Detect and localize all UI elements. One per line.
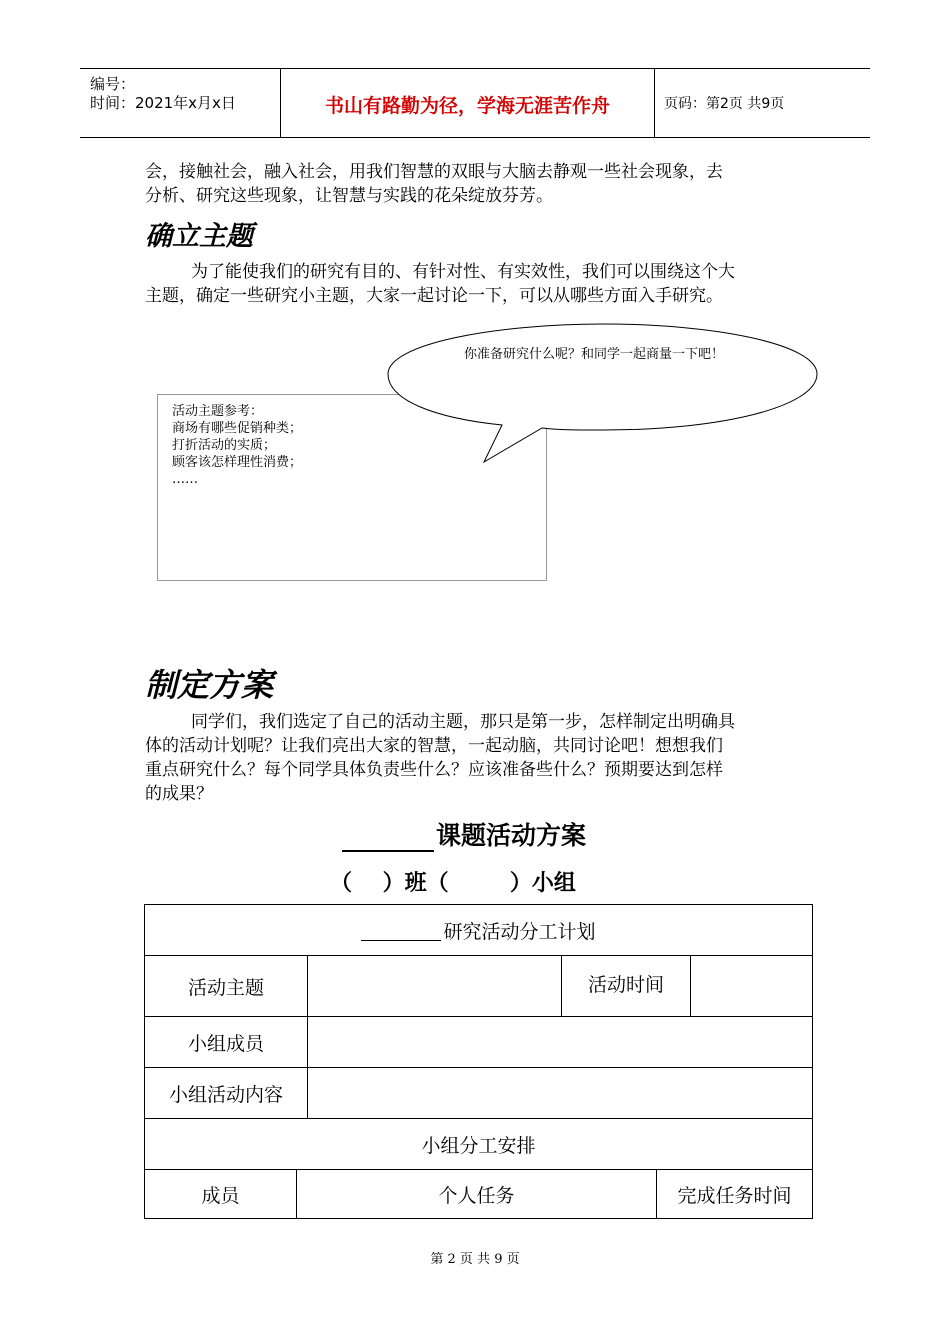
plan-title-text: 课题活动方案 xyxy=(436,821,587,850)
time-input-cell[interactable] xyxy=(690,955,813,1017)
header-meta xyxy=(80,69,280,137)
plan-line-2: 体的活动计划呢？让我们亮出大家的智慧，一起动脑，共同讨论吧！想想我们 xyxy=(145,736,723,756)
table-header-text: 研究活动分工计划 xyxy=(443,920,596,943)
topic-line-2: 主题，确定一些研究小主题，大家一起讨论一下，可以从哪些方面入手研究。 xyxy=(145,286,723,306)
class-group-line: （ ）班（ ）小组 xyxy=(330,871,576,896)
page-footer: 第 2 页 共 9 页 xyxy=(430,1252,520,1267)
plan-line-1: 同学们，我们选定了自己的活动主题，那只是第一步，怎样制定出明确具 xyxy=(191,712,735,732)
col-task-cell xyxy=(296,1169,657,1219)
table-header-cell xyxy=(144,904,813,956)
time-label: 活动时间 xyxy=(587,974,664,996)
header-blank xyxy=(361,920,441,941)
intro-line-2: 分析、研究这些现象，让智慧与实践的花朵绽放芬芳。 xyxy=(145,186,553,206)
title-blank xyxy=(342,822,434,852)
topic-line-1: 为了能使我们的研究有目的、有针对性、有实效性，我们可以围绕这个大 xyxy=(191,262,735,282)
topic-label: 活动主题 xyxy=(187,976,264,999)
topic-paragraph xyxy=(145,260,810,308)
section-heading-topic: 确立主题 xyxy=(145,221,253,252)
header-motto-cell xyxy=(280,69,655,137)
time-label-cell xyxy=(561,955,691,1017)
plan-line-4: 的成果？ xyxy=(145,784,213,804)
col-member-cell xyxy=(144,1169,297,1219)
col-member: 成员 xyxy=(201,1184,240,1207)
plan-paragraph xyxy=(145,710,810,806)
col-deadline: 完成任务时间 xyxy=(677,1184,792,1207)
number-label: 编号： xyxy=(90,75,136,93)
ref-item: 商场有哪些促销种类； xyxy=(172,421,303,436)
ref-item: 打折活动的实质； xyxy=(172,438,277,453)
content-label: 小组活动内容 xyxy=(168,1083,283,1106)
content-input-cell[interactable] xyxy=(307,1067,813,1119)
division-label: 小组分工安排 xyxy=(421,1134,536,1157)
ref-item: 顾客该怎样理性消费； xyxy=(172,455,303,470)
col-deadline-cell xyxy=(656,1169,813,1219)
members-label: 小组成员 xyxy=(187,1032,264,1055)
division-plan-table xyxy=(144,904,813,1219)
members-label-cell xyxy=(144,1016,308,1068)
page-info: 页码：第2页 共9页 xyxy=(664,96,785,112)
intro-paragraph xyxy=(145,160,810,208)
members-input-cell[interactable] xyxy=(307,1016,813,1068)
division-header-cell xyxy=(144,1118,813,1170)
ref-title: 活动主题参考： xyxy=(172,404,264,419)
plan-title xyxy=(342,816,586,852)
topic-input-cell[interactable] xyxy=(307,955,562,1017)
plan-line-3: 重点研究什么？每个同学具体负责些什么？应该准备些什么？预期要达到怎样 xyxy=(145,760,723,780)
content-label-cell xyxy=(144,1067,308,1119)
date-label: 时间：2021年x月x日 xyxy=(90,94,236,112)
ref-ellipsis: …… xyxy=(172,472,198,487)
bubble-text: 你准备研究什么呢？和同学一起商量一下吧！ xyxy=(464,347,725,362)
topic-label-cell xyxy=(144,955,308,1017)
section-heading-plan: 制定方案 xyxy=(145,666,274,704)
header-page-cell xyxy=(654,69,870,137)
page-header xyxy=(80,68,870,138)
col-task: 个人任务 xyxy=(438,1184,515,1207)
intro-line-1: 会，接触社会，融入社会，用我们智慧的双眼与大脑去静观一些社会现象，去 xyxy=(145,162,723,182)
motto: 书山有路勤为径，学海无涯苦作舟 xyxy=(324,95,610,117)
